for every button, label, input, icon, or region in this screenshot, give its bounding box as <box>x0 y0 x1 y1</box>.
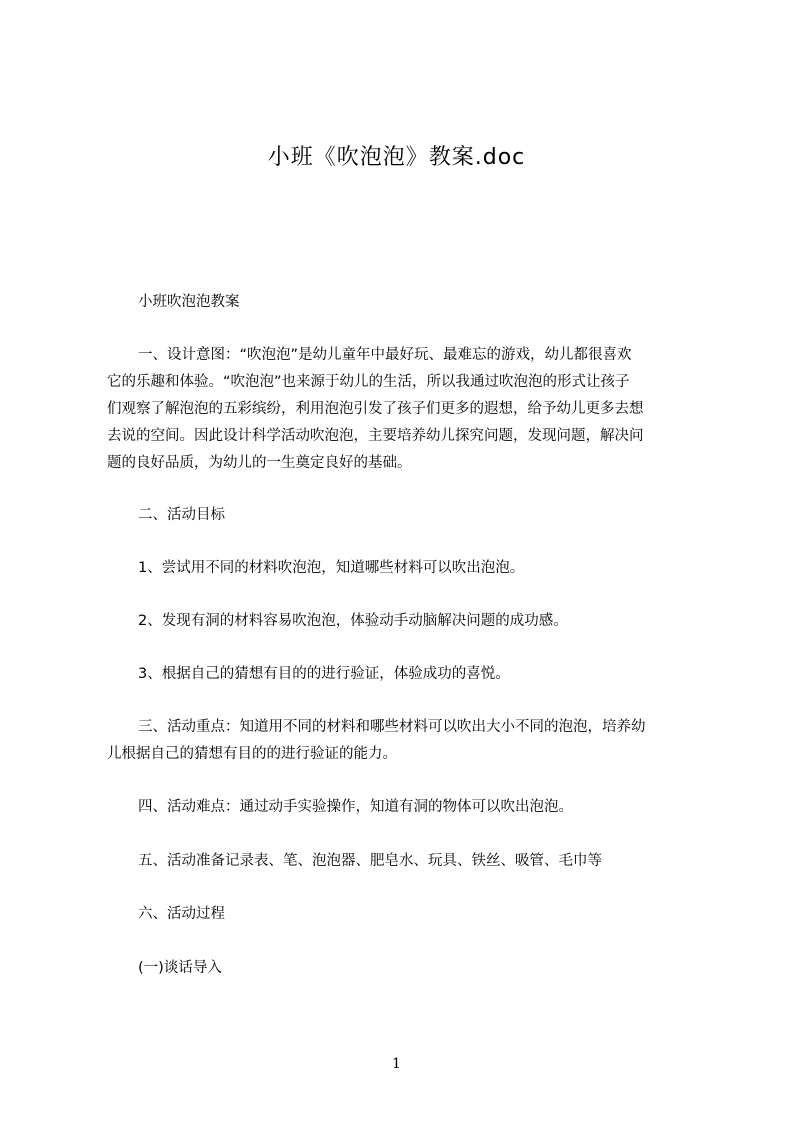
paragraph-line: 一、设计意图：“吹泡泡”是幼儿童年中最好玩、最难忘的游戏，幼儿都很喜欢 <box>138 347 632 363</box>
paragraph-line: 它的乐趣和体验。“吹泡泡”也来源于幼儿的生活，所以我通过吹泡泡的形式让孩子 <box>107 374 630 390</box>
paragraph-line: 题的良好品质，为幼儿的一生奠定良好的基础。 <box>107 455 412 471</box>
paragraph-line: 们观察了解泡泡的五彩缤纷，利用泡泡引发了孩子们更多的遐想，给予幼儿更多去想 <box>107 401 644 417</box>
document-title: 小班《吹泡泡》教案.doc <box>267 145 526 170</box>
subsection-heading: (一)谈话导入 <box>138 960 222 976</box>
paragraph-line: 儿根据自己的猜想有目的的进行验证的能力。 <box>107 746 397 762</box>
page-number: 1 <box>392 1056 401 1072</box>
section-preparation: 五、活动准备记录表、笔、泡泡器、肥皂水、玩具、铁丝、吸管、毛巾等 <box>138 853 602 869</box>
section-heading-process: 六、活动过程 <box>138 906 225 922</box>
section-heading-goals: 二、活动目标 <box>138 507 225 523</box>
section-difficulty: 四、活动难点：通过动手实验操作，知道有洞的物体可以吹出泡泡。 <box>138 799 573 815</box>
paragraph-line: 三、活动重点：知道用不同的材料和哪些材料可以吹出大小不同的泡泡，培养幼 <box>138 719 646 735</box>
paragraph-line: 去说的空间。因此设计科学活动吹泡泡，主要培养幼儿探究问题，发现问题，解决问 <box>107 428 644 444</box>
goal-item: 2、发现有洞的材料容易吹泡泡，体验动手动脑解决问题的成功感。 <box>138 613 568 629</box>
goal-item: 1、尝试用不同的材料吹泡泡，知道哪些材料可以吹出泡泡。 <box>138 560 525 576</box>
document-subtitle: 小班吹泡泡教案 <box>138 294 240 310</box>
goal-item: 3、根据自己的猜想有目的的进行验证，体验成功的喜悦。 <box>138 666 510 682</box>
